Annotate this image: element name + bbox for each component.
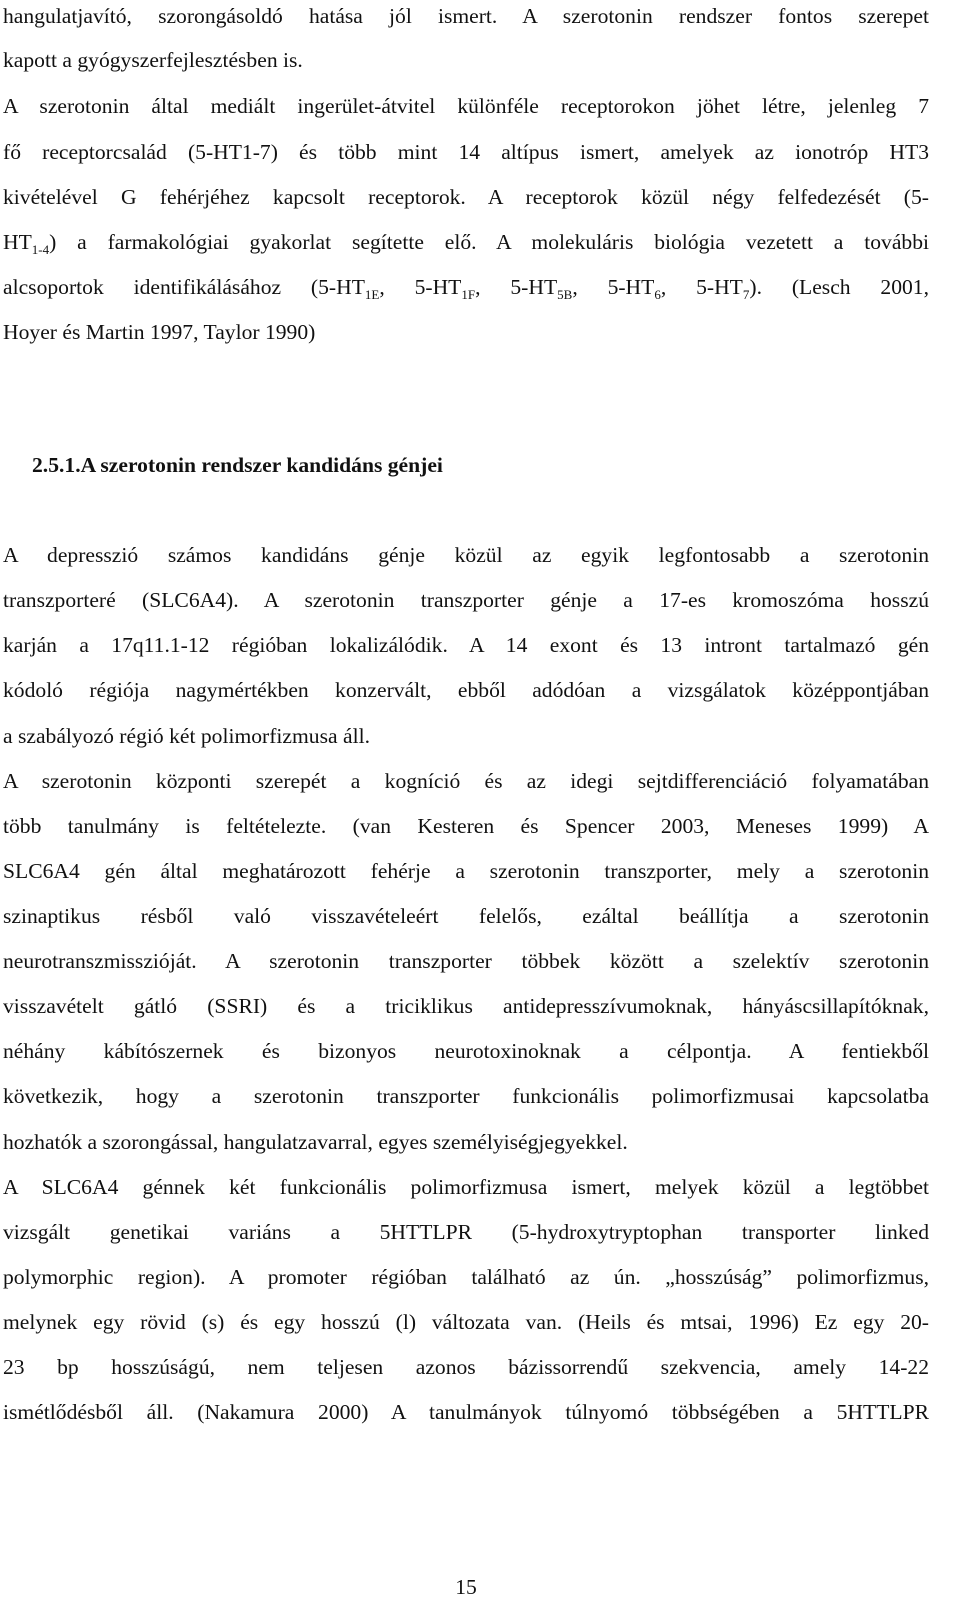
- text-line: kapott a gyógyszerfejlesztésben is.: [3, 48, 303, 72]
- subscript: 5B: [557, 287, 573, 302]
- text-line: fő receptorcsalád (5-HT1-7) és több mint 14 altípus ismert, amelyek az ionotróp HT3: [3, 140, 929, 164]
- page-number: 15: [455, 1575, 477, 1599]
- text-line: [3, 230, 929, 257]
- text-line: a szabályozó régió két polimorfizmusa áll.: [3, 724, 370, 748]
- text-line: több tanulmány is feltételezte. (van Kesteren és Spencer 2003, Meneses 1999) A: [3, 814, 929, 838]
- text-line: következik, hogy a szerotonin transzporter funkcionális polimorfizmusai kapcsolatba: [3, 1084, 929, 1108]
- text-run: alcsoportok identifikálásához (5-HT: [3, 275, 365, 299]
- text-line: polymorphic region). A promoter régióban található az ún. „hosszúság” polimorfizmus,: [3, 1265, 929, 1289]
- text-line: Hoyer és Martin 1997, Taylor 1990): [3, 320, 316, 344]
- text-line: hangulatjavító, szorongásoldó hatása jól ismert. A szerotonin rendszer fontos szerepet: [3, 4, 929, 28]
- text-line: melynek egy rövid (s) és egy hosszú (l) változata van. (Heils és mtsai, 1996) Ez egy 20-: [3, 1310, 929, 1334]
- text-run: , 5-HT: [660, 275, 743, 299]
- text-line: hozhatók a szorongással, hangulatzavarral, egyes személyiségjegyekkel.: [3, 1130, 628, 1154]
- text-line: A szerotonin központi szerepét a kogníció és az idegi sejtdifferenciáció folyamatában: [3, 769, 929, 793]
- text-line: visszavételt gátló (SSRI) és a triciklikus antidepresszívumoknak, hányáscsillapítóknak,: [3, 994, 929, 1018]
- text-line: A szerotonin által mediált ingerület-átvitel különféle receptorokon jöhet létre, jelenleg 7: [3, 94, 929, 118]
- text-run: ). (Lesch 2001,: [749, 275, 930, 299]
- subscript: 1-4: [31, 242, 50, 257]
- text-run: ) a farmakológiai gyakorlat segítette elő. A molekuláris biológia vezetett a további: [49, 230, 929, 254]
- text-line: kódoló régiója nagymértékben konzervált, ebből adódóan a vizsgálatok középpontjában: [3, 678, 929, 702]
- text-line: kivételével G fehérjéhez kapcsolt receptorok. A receptorok közül négy felfedezését (5-: [3, 185, 929, 209]
- text-run: , 5-HT: [572, 275, 655, 299]
- text-line: A depresszió számos kandidáns génje közül az egyik legfontosabb a szerotonin: [3, 543, 929, 567]
- text-line: néhány kábítószernek és bizonyos neurotoxinoknak a célpontja. A fentiekből: [3, 1039, 929, 1063]
- text-line: ismétlődésből áll. (Nakamura 2000) A tanulmányok túlnyomó többségében a 5HTTLPR: [3, 1400, 929, 1424]
- text-line: 23 bp hosszúságú, nem teljesen azonos bázissorrendű szekvencia, amely 14-22: [3, 1355, 929, 1379]
- text-run: , 5-HT: [379, 275, 462, 299]
- text-run: HT: [3, 230, 32, 254]
- text-line: neurotranszmisszióját. A szerotonin transzporter többek között a szelektív szerotonin: [3, 949, 929, 973]
- subscript: 1E: [364, 287, 380, 302]
- text-line: szinaptikus résből való visszavételeért felelős, ezáltal beállítja a szerotonin: [3, 904, 929, 928]
- text-line: transzporteré (SLC6A4). A szerotonin transzporter génje a 17-es kromoszóma hosszú: [3, 588, 929, 612]
- section-heading: 2.5.1.A szerotonin rendszer kandidáns génjei: [32, 453, 443, 477]
- text-line: [3, 275, 930, 302]
- subscript: 7: [742, 287, 750, 302]
- subscript: 1F: [461, 287, 476, 302]
- text-line: SLC6A4 gén által meghatározott fehérje a szerotonin transzporter, mely a szerotonin: [3, 859, 929, 883]
- text-line: karján a 17q11.1-12 régióban lokalizálódik. A 14 exont és 13 intront tartalmazó gén: [3, 633, 929, 657]
- text-line: vizsgált genetikai variáns a 5HTTLPR (5-hydroxytryptophan transporter linked: [3, 1220, 929, 1244]
- subscript: 6: [654, 287, 661, 302]
- text-line: A SLC6A4 génnek két funkcionális polimorfizmusa ismert, melyek közül a legtöbbet: [3, 1175, 929, 1199]
- text-run: , 5-HT: [475, 275, 558, 299]
